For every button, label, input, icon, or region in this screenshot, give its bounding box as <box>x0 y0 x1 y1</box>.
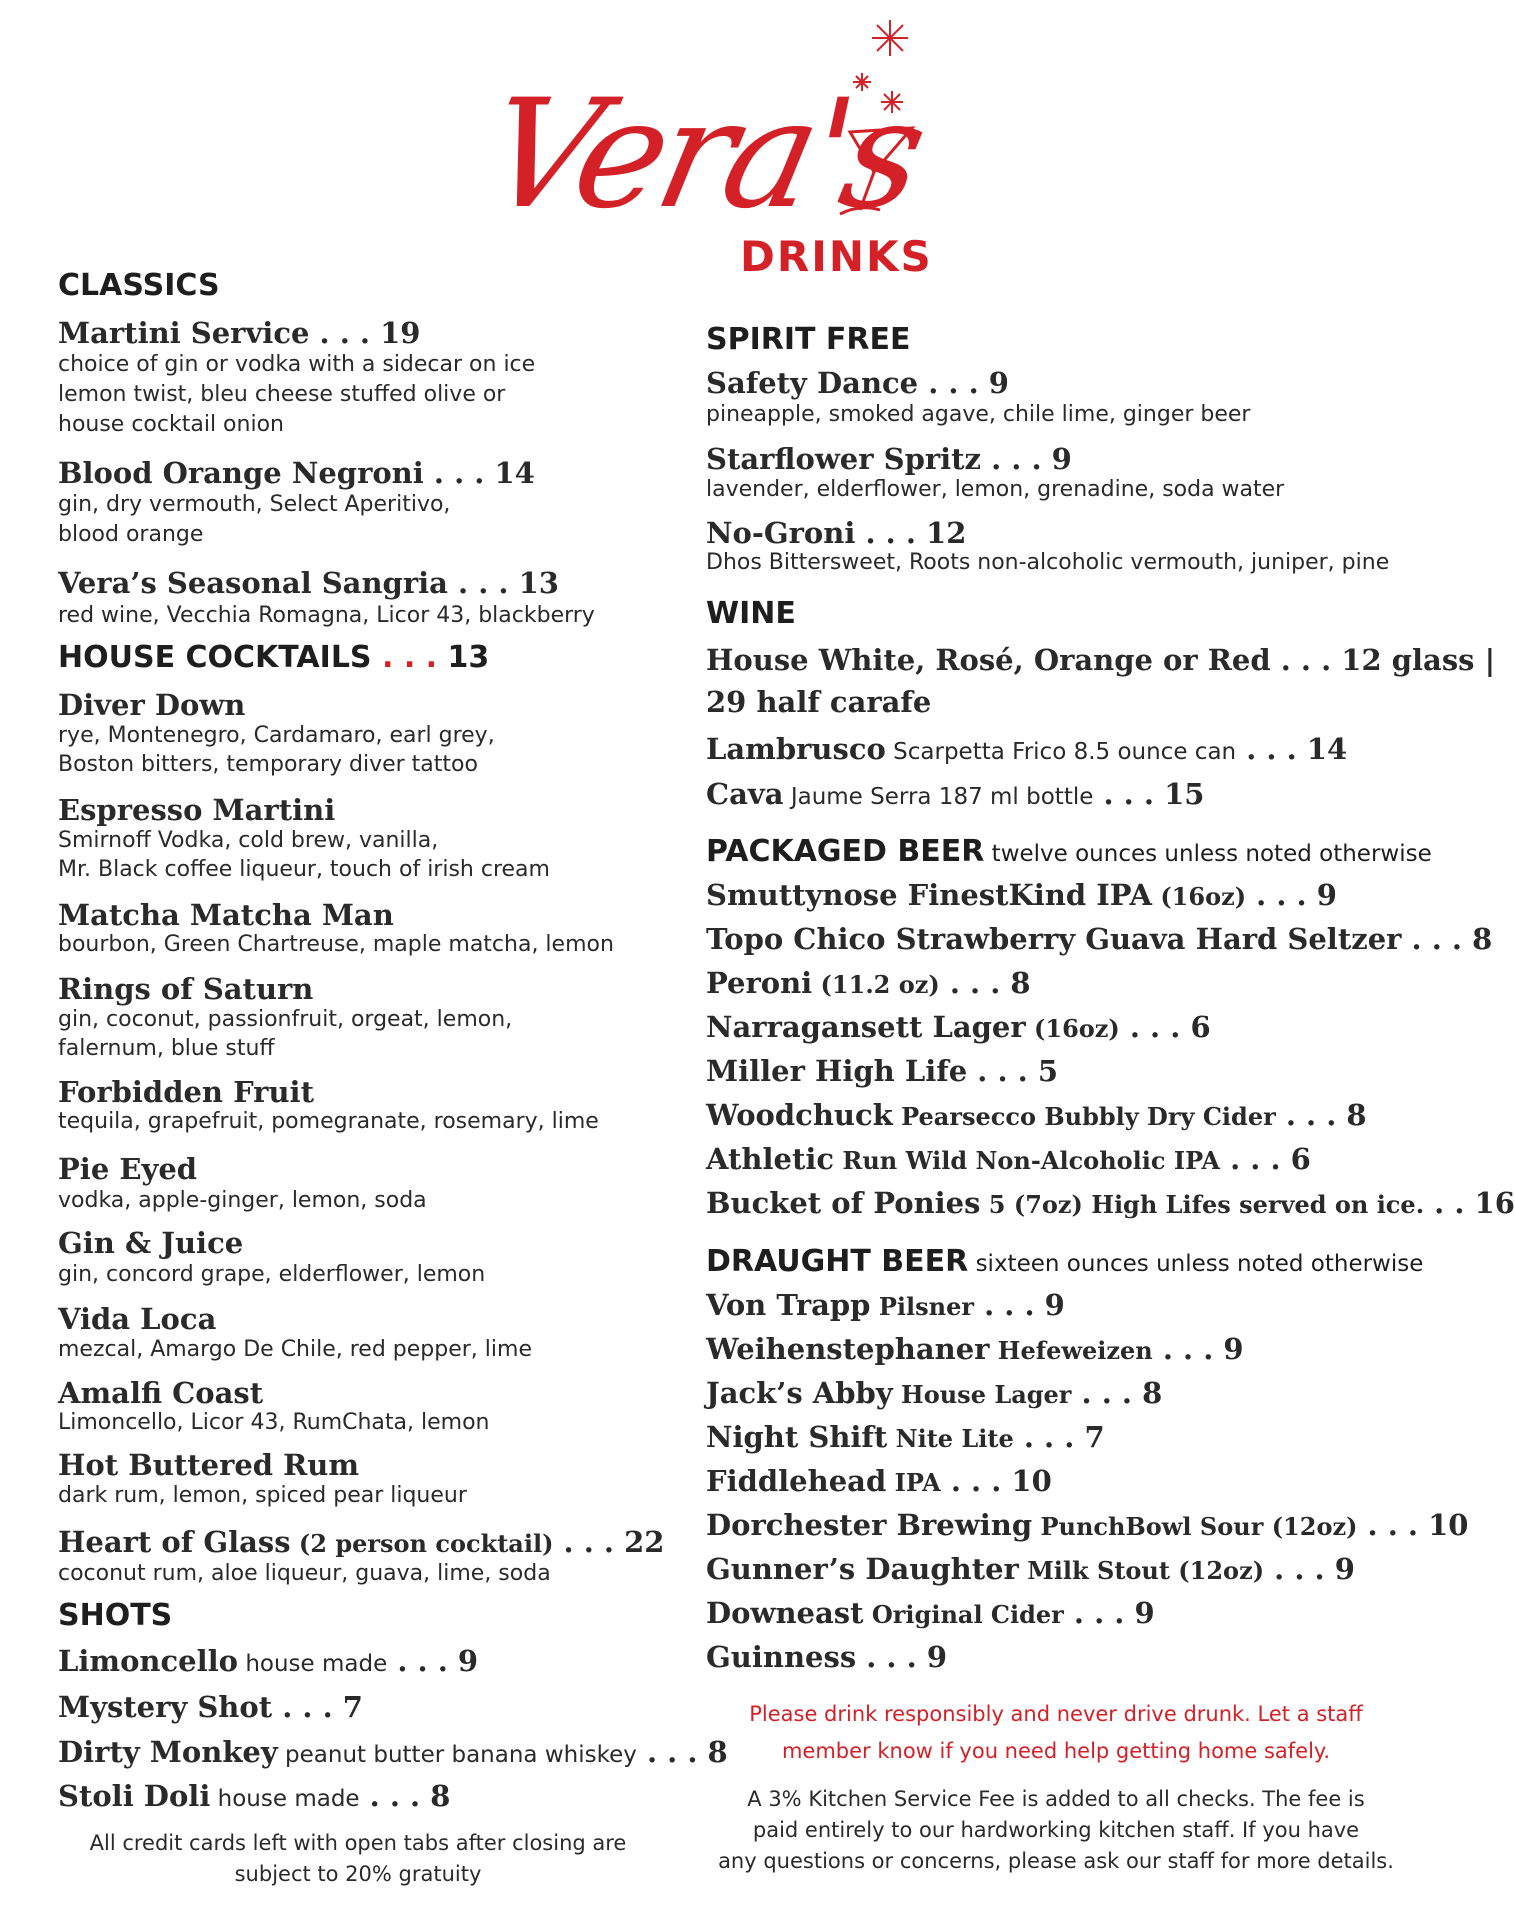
item-name: Narragansett Lager <box>706 1010 1026 1044</box>
item-desc: dark rum, lemon, spiced pear liqueur <box>58 1483 467 1508</box>
item-sub: PunchBowl Sour (12oz) <box>1032 1512 1358 1541</box>
section-title-text: PACKAGED BEER <box>706 834 985 869</box>
item-detail: Jaume Serra 187 ml bottle <box>783 784 1094 810</box>
section-note: twelve ounces unless noted otherwise <box>984 841 1432 867</box>
item-stoli-doli <box>58 1779 450 1813</box>
item-desc: Mr. Black coffee liqueur, touch of irish cream <box>58 857 550 882</box>
item-sub: Run Wild Non-Alcoholic IPA <box>834 1146 1220 1175</box>
item-name: Athletic <box>706 1142 835 1176</box>
item-price: . . . 5 <box>967 1054 1059 1088</box>
item-packaged-beer <box>706 922 1492 956</box>
item-matcha-matcha-man: Matcha Matcha Man <box>58 898 394 932</box>
item-desc: red wine, Vecchia Romagna, Licor 43, blackberry <box>58 603 595 628</box>
item-price: . . . 14 <box>1236 732 1348 766</box>
fee-line: paid entirely to our hardworking kitchen staff. If you have <box>752 1818 1360 1842</box>
gratuity-line: All credit cards left with open tabs after closing are <box>89 1831 627 1855</box>
item-desc: mezcal, Amargo De Chile, red pepper, lime <box>58 1337 532 1362</box>
item-packaged-beer <box>706 966 1031 1000</box>
logo <box>471 10 936 281</box>
item-name: Miller High Life <box>706 1054 968 1088</box>
section-title-draught-beer <box>706 1244 1423 1279</box>
item-draught-beer <box>706 1552 1355 1586</box>
item-sub: Hefeweizen <box>989 1336 1153 1365</box>
item-name: Weihenstephaner <box>706 1332 990 1366</box>
item-price: . . . 9 <box>1264 1552 1355 1586</box>
item-sub: Original Cider <box>863 1600 1064 1629</box>
item-name: Night Shift <box>706 1420 888 1454</box>
item-sub: Pilsner <box>870 1292 974 1321</box>
item-name: Stoli Doli <box>58 1779 211 1813</box>
item-packaged-beer <box>706 1186 1515 1220</box>
item-hot-buttered-rum: Hot Buttered Rum <box>58 1448 360 1482</box>
item-draught-beer <box>706 1376 1162 1410</box>
item-packaged-beer <box>706 1054 1058 1088</box>
fee-line: any questions or concerns, please ask our staff for more details. <box>718 1849 1394 1873</box>
item-price: . . . 8 <box>939 966 1031 1000</box>
item-martini-service: Martini Service . . . 19 <box>58 316 421 350</box>
item-price: . . . 6 <box>1119 1010 1211 1044</box>
item-draught-beer <box>706 1332 1244 1366</box>
section-price: 13 <box>437 640 490 675</box>
item-desc: gin, concord grape, elderflower, lemon <box>58 1262 486 1287</box>
item-name: Heart of Glass <box>58 1525 291 1559</box>
item-packaged-beer <box>706 1010 1211 1044</box>
item-packaged-beer <box>706 1098 1367 1132</box>
responsible-line: member know if you need help getting home safely. <box>781 1739 1331 1763</box>
logo-script: Vera's <box>471 68 936 242</box>
item-desc: blood orange <box>58 522 204 547</box>
responsible-drinking-note <box>706 1696 1406 1770</box>
gratuity-note <box>58 1828 658 1890</box>
item-sub: 5 (7oz) High Lifes served on ice. <box>980 1190 1425 1219</box>
item-name: Limoncello <box>58 1644 239 1678</box>
section-title-text: DRAUGHT BEER <box>706 1244 969 1279</box>
section-note: sixteen ounces unless noted otherwise <box>968 1251 1424 1277</box>
item-price: . . . 22 <box>553 1525 665 1559</box>
responsible-line: Please drink responsibly and never drive drunk. Let a staff <box>749 1702 1363 1726</box>
item-draught-beer <box>706 1508 1468 1542</box>
item-name: Gunner’s Daughter <box>706 1552 1019 1586</box>
item-desc: Smirnoff Vodka, cold brew, vanilla, <box>58 828 439 853</box>
item-draught-beer <box>706 1420 1105 1454</box>
item-espresso-martini: Espresso Martini <box>58 793 336 827</box>
fee-line: A 3% Kitchen Service Fee is added to all checks. The fee is <box>747 1787 1365 1811</box>
item-packaged-beer <box>706 878 1337 912</box>
item-blood-orange-negroni: Blood Orange Negroni . . . 14 <box>58 456 535 490</box>
item-house-wine-carafe: 29 half carafe <box>706 685 932 719</box>
section-title-house-cocktails <box>58 640 489 675</box>
item-desc: vodka, apple-ginger, lemon, soda <box>58 1188 427 1213</box>
item-packaged-beer <box>706 1142 1311 1176</box>
item-forbidden-fruit: Forbidden Fruit <box>58 1075 314 1109</box>
item-desc: Limoncello, Licor 43, RumChata, lemon <box>58 1410 490 1435</box>
item-sub: (16oz) <box>1025 1014 1120 1043</box>
item-pie-eyed: Pie Eyed <box>58 1152 198 1186</box>
item-name: Woodchuck <box>706 1098 893 1132</box>
item-amalfi-coast: Amalfi Coast <box>58 1376 264 1410</box>
item-name: Peroni <box>706 966 813 1000</box>
item-name: Fiddlehead <box>706 1464 887 1498</box>
item-sub: Nite Lite <box>887 1424 1014 1453</box>
item-name: Von Trapp <box>706 1288 871 1322</box>
item-sub: Milk Stout (12oz) <box>1018 1556 1265 1585</box>
item-desc: choice of gin or vodka with a sidecar on ice <box>58 352 536 377</box>
item-price: . . . 10 <box>1357 1508 1469 1542</box>
item-detail: Scarpetta Frico 8.5 ounce can <box>885 739 1237 765</box>
item-desc: house cocktail onion <box>58 412 284 437</box>
item-gin-and-juice: Gin & Juice <box>58 1226 244 1260</box>
item-name: Jack’s Abby <box>706 1376 893 1410</box>
item-name: Smuttynose FinestKind IPA <box>706 878 1152 912</box>
item-price: . . . 9 <box>387 1644 479 1678</box>
item-draught-beer <box>706 1596 1155 1630</box>
item-starflower-spritz: Starflower Spritz . . . 9 <box>706 442 1072 476</box>
item-price: . . . 8 <box>636 1735 728 1769</box>
item-name: Dorchester Brewing <box>706 1508 1033 1542</box>
section-title-shots: SHOTS <box>58 1598 173 1633</box>
item-desc: bourbon, Green Chartreuse, maple matcha, lemon <box>58 932 614 957</box>
item-cava <box>706 777 1204 811</box>
item-price: . . 16 <box>1424 1186 1515 1220</box>
item-sub: (2 person cocktail) <box>290 1529 554 1558</box>
item-price: . . . 7 <box>1013 1420 1105 1454</box>
item-name: Lambrusco <box>706 732 886 766</box>
item-price: . . . 8 <box>359 1779 451 1813</box>
item-desc: pineapple, smoked agave, chile lime, ginger beer <box>706 402 1251 427</box>
item-lambrusco <box>706 732 1347 766</box>
section-title-spirit-free: SPIRIT FREE <box>706 322 911 357</box>
section-title-packaged-beer <box>706 834 1432 869</box>
martini-glass-icon <box>790 10 950 230</box>
item-desc: falernum, blue stuff <box>58 1036 275 1061</box>
item-detail: peanut butter banana whiskey <box>277 1742 637 1768</box>
item-name: Guinness <box>706 1640 857 1674</box>
gratuity-line: subject to 20% gratuity <box>234 1862 482 1886</box>
item-limoncello-shot <box>58 1644 478 1678</box>
item-price: . . . 9 <box>856 1640 947 1674</box>
item-price: . . . 8 <box>1275 1098 1367 1132</box>
item-name: Cava <box>706 777 784 811</box>
item-price: . . . 6 <box>1220 1142 1311 1176</box>
item-desc: lemon twist, bleu cheese stuffed olive or <box>58 382 506 407</box>
item-draught-beer <box>706 1464 1052 1498</box>
item-dirty-monkey <box>58 1735 728 1769</box>
item-diver-down: Diver Down <box>58 688 246 722</box>
item-name: Topo Chico Strawberry Guava Hard Seltzer <box>706 922 1402 956</box>
item-desc: lavender, elderflower, lemon, grenadine, soda water <box>706 477 1285 502</box>
item-name: Downeast <box>706 1596 864 1630</box>
item-desc: Dhos Bittersweet, Roots non-alcoholic vermouth, juniper, pine <box>706 550 1390 575</box>
item-price: . . . 9 <box>1152 1332 1244 1366</box>
item-house-wine: House White, Rosé, Orange or Red . . . 12 glass | <box>706 643 1496 677</box>
item-desc: rye, Montenegro, Cardamaro, earl grey, <box>58 723 495 748</box>
item-desc: coconut rum, aloe liqueur, guava, lime, soda <box>58 1561 551 1586</box>
item-desc: Boston bitters, temporary diver tattoo <box>58 752 478 777</box>
item-heart-of-glass <box>58 1525 664 1559</box>
item-sub: House Lager <box>892 1380 1072 1409</box>
item-price: . . . 8 <box>1401 922 1493 956</box>
section-title-dots: . . . <box>371 640 438 675</box>
item-desc: gin, coconut, passionfruit, orgeat, lemon, <box>58 1007 513 1032</box>
item-sub: Pearsecco Bubbly Dry Cider <box>892 1102 1276 1131</box>
item-price: . . . 10 <box>940 1464 1052 1498</box>
section-title-classics: CLASSICS <box>58 268 220 303</box>
service-fee-note <box>706 1784 1406 1877</box>
section-title-text: HOUSE COCKTAILS <box>58 640 372 675</box>
item-detail: house made <box>238 1651 388 1677</box>
item-desc: tequila, grapefruit, pomegranate, rosemary, lime <box>58 1109 599 1134</box>
item-price: . . . 15 <box>1093 777 1205 811</box>
item-safety-dance: Safety Dance . . . 9 <box>706 366 1009 400</box>
item-desc: gin, dry vermouth, Select Aperitivo, <box>58 492 451 517</box>
item-draught-beer <box>706 1640 947 1674</box>
item-rings-of-saturn: Rings of Saturn <box>58 972 314 1006</box>
item-name: Bucket of Ponies <box>706 1186 981 1220</box>
item-price: . . . 9 <box>1246 878 1337 912</box>
item-name: Dirty Monkey <box>58 1735 278 1769</box>
item-no-groni: No-Groni . . . 12 <box>706 516 967 550</box>
item-sub: (11.2 oz) <box>812 970 940 999</box>
item-seasonal-sangria: Vera’s Seasonal Sangria . . . 13 <box>58 566 559 600</box>
item-sub: IPA <box>886 1468 941 1497</box>
item-vida-loca: Vida Loca <box>58 1302 217 1336</box>
item-mystery-shot: Mystery Shot . . . 7 <box>58 1690 363 1724</box>
logo-subtitle: DRINKS <box>740 232 933 281</box>
item-price: . . . 8 <box>1071 1376 1163 1410</box>
item-detail: house made <box>210 1786 360 1812</box>
item-draught-beer <box>706 1288 1065 1322</box>
item-price: . . . 9 <box>1063 1596 1155 1630</box>
section-title-wine: WINE <box>706 596 796 631</box>
item-price: . . . 9 <box>973 1288 1065 1322</box>
item-sub: (16oz) <box>1151 882 1247 911</box>
